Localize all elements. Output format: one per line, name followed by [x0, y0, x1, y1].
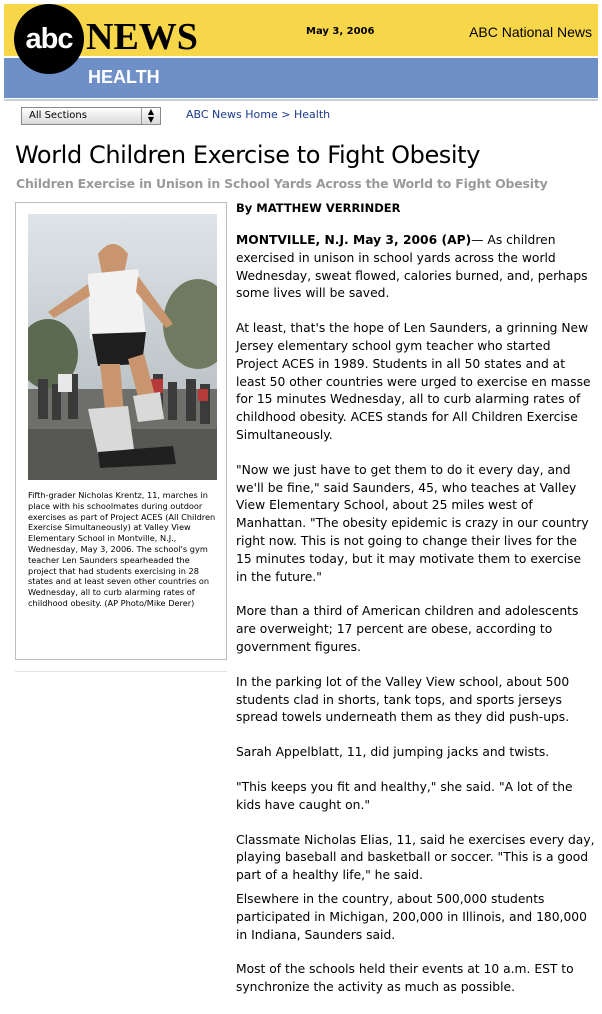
breadcrumb-home-link[interactable]: ABC News Home: [186, 108, 278, 121]
article-photo[interactable]: [28, 214, 217, 480]
article-paragraph: "Now we just have to get them to do it every day, and we'll be fine," said Saunders, 45, who teaches at Valley View Elementary School, about 25 miles west of Manhattan. "The obesity epidemic is crazy in our country right now. This is not going to change their lives for the 15 minutes today, but it may motivate them to exercise in the future.": [236, 462, 589, 584]
article-body: [236, 232, 596, 1014]
article-headline: World Children Exercise to Fight Obesity: [15, 141, 480, 169]
article-paragraph: More than a third of American children and adolescents are overweight; 17 percent are obese, according to government figures.: [236, 604, 579, 654]
article-byline: By MATTHEW VERRINDER: [236, 201, 401, 215]
article-lead-text: — As children exercised in unison in school yards across the world Wednesday, sweat flowed, calories burned, and, perhaps some lives will be saved.: [236, 233, 588, 301]
header-divider: [4, 99, 598, 101]
sections-dropdown[interactable]: [21, 107, 161, 125]
article-subheadline: Children Exercise in Unison in School Yards Across the World to Fight Obesity: [16, 176, 548, 191]
sidebar-divider: [15, 671, 227, 672]
breadcrumb: [186, 108, 330, 121]
header-date: May 3, 2006: [306, 26, 375, 37]
breadcrumb-separator: >: [281, 108, 291, 121]
exercise-photo-image: [28, 214, 217, 480]
photo-box: [15, 202, 227, 660]
article-paragraph: At least, that's the hope of Len Saunders, a grinning New Jersey elementary school gym teacher who started Project ACES in 1989. Students in all 50 states and at least 50 other countries were urged to exercise en masse for 15 minutes Wednesday, all to curb alarming rates of childhood obesity. ACES stands for All Children Exercise Simultaneously.: [236, 321, 591, 442]
article-paragraph: Classmate Nicholas Elias, 11, said he exercises every day, playing baseball and basketball or soccer. "This is a good part of a healthy life," he said.: [236, 832, 595, 883]
updown-arrow-icon: ▲ ▼: [141, 108, 160, 124]
article-paragraph-lead: [236, 232, 596, 303]
article-paragraph: "This keeps you fit and healthy," she said. "A lot of the kids have caught on.": [236, 779, 573, 812]
article-paragraph: Elsewhere in the country, about 500,000 students participated in Michigan, 200,000 in Illinois, and 180,000 in Indiana, Saunders said.: [236, 891, 587, 942]
sections-dropdown-value: All Sections: [29, 110, 87, 121]
news-wordmark[interactable]: NEWS: [86, 16, 198, 58]
photo-caption: Fifth-grader Nicholas Krentz, 11, marches in place with his schoolmates during outdoor exercises as part of Project ACES (All Children Exercise Simultaneously) at Valley View Elementary School in Montville, N.J., Wednesday, May 3, 2006. The school's gym teacher Len Saunders spearheaded the project that had students exercising in 28 states and at least seven other countries on Wednesday, all to curb alarming rates of childhood obesity. (AP Photo/Mike Derer): [28, 490, 216, 608]
article-paragraph: Sarah Appelblatt, 11, did jumping jacks and twists.: [236, 745, 550, 760]
breadcrumb-current-link[interactable]: Health: [293, 108, 331, 121]
article-paragraph: In the parking lot of the Valley View school, about 500 students clad in shorts, tank tops, and sports jerseys spread towels underneath them as they did push-ups.: [236, 674, 570, 725]
abc-logo[interactable]: abc: [14, 4, 84, 74]
article-dateline: MONTVILLE, N.J. May 3, 2006 (AP): [236, 233, 472, 247]
section-title[interactable]: HEALTH: [88, 67, 160, 87]
article-paragraph: Most of the schools held their events at 10 a.m. EST to synchronize the activity as much as possible.: [236, 962, 574, 995]
national-news-link[interactable]: ABC National News: [469, 24, 592, 40]
